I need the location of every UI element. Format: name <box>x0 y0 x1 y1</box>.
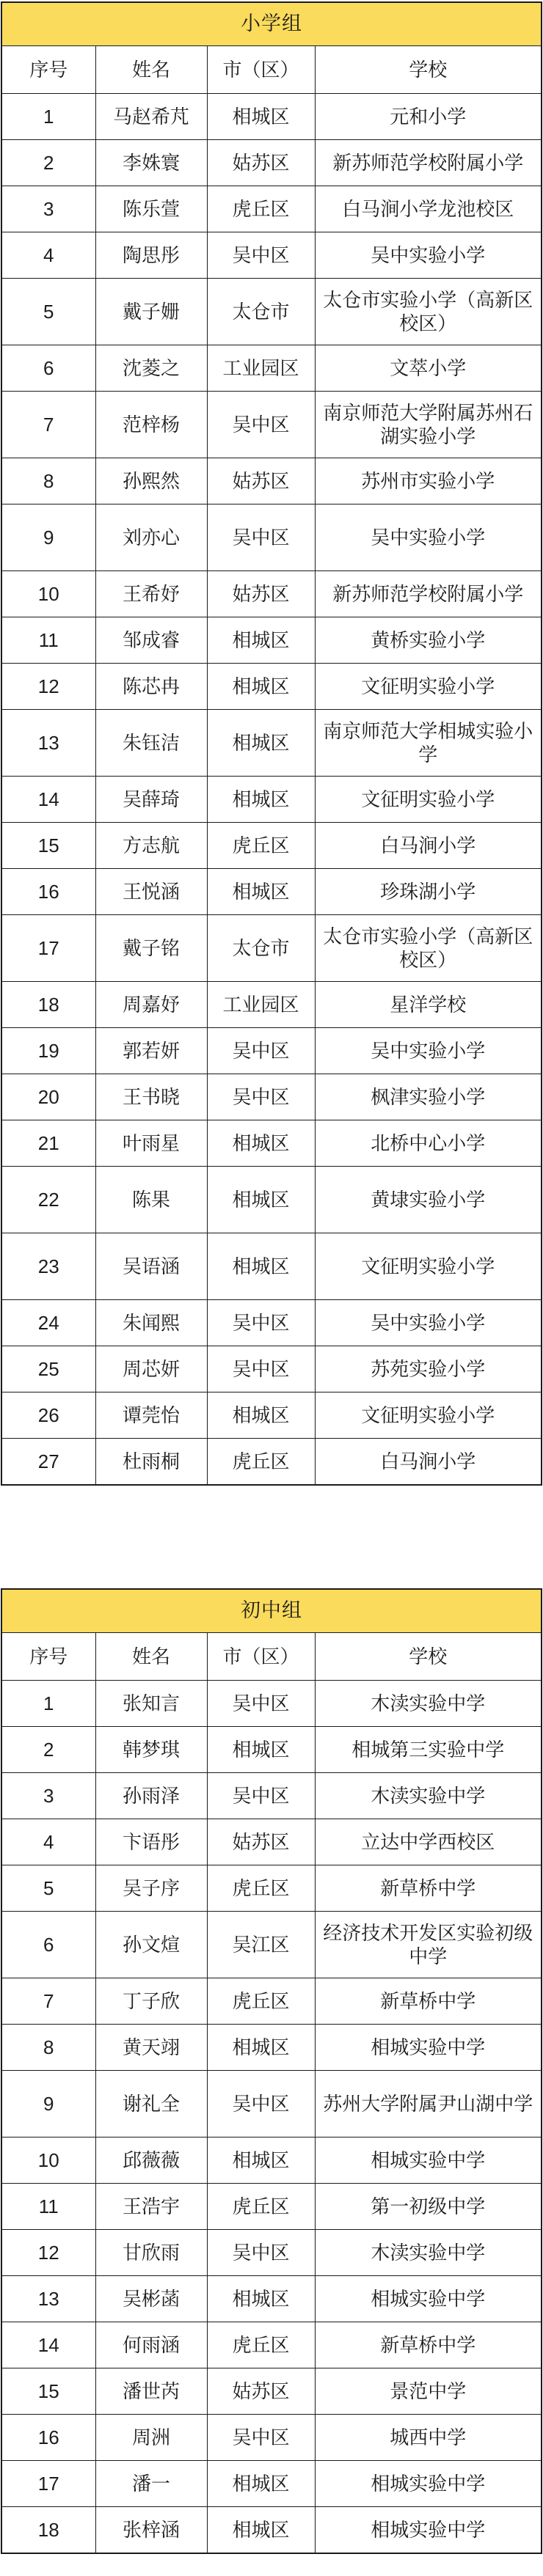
row-number-cell: 6 <box>1 345 95 392</box>
table-row <box>1 279 542 345</box>
school-cell: 苏苑实验小学 <box>315 1346 542 1392</box>
school-cell: 木渎实验中学 <box>315 1773 542 1819</box>
table-row <box>1 1819 542 1865</box>
student-name-cell: 戴子姗 <box>95 279 207 345</box>
table-row <box>1 186 542 232</box>
row-number-cell: 13 <box>1 710 95 777</box>
district-cell: 吴中区 <box>207 1773 315 1819</box>
student-name-cell: 李姝寰 <box>95 140 207 186</box>
student-name-cell: 陈乐萱 <box>95 186 207 232</box>
row-number-cell: 21 <box>1 1120 95 1167</box>
school-cell: 黄桥实验小学 <box>315 617 542 664</box>
student-name-cell: 何雨涵 <box>95 2322 207 2368</box>
student-name-cell: 王悦涵 <box>95 869 207 915</box>
school-cell: 太仓市实验小学（高新区校区） <box>315 279 542 345</box>
table-row <box>1 617 542 664</box>
row-number-cell: 18 <box>1 2507 95 2554</box>
school-cell: 吴中实验小学 <box>315 1300 542 1346</box>
table-row <box>1 2184 542 2230</box>
district-cell: 虎丘区 <box>207 1439 315 1486</box>
table-row <box>1 1978 542 2025</box>
table-row <box>1 777 542 823</box>
district-cell: 姑苏区 <box>207 1819 315 1865</box>
school-cell: 南京师范大学相城实验小学 <box>315 710 542 777</box>
row-number-cell: 5 <box>1 279 95 345</box>
student-name-cell: 潘世芮 <box>95 2368 207 2415</box>
district-cell: 虎丘区 <box>207 1865 315 1912</box>
table-row <box>1 2507 542 2554</box>
district-cell: 吴中区 <box>207 1681 315 1727</box>
table-row <box>1 392 542 458</box>
student-name-cell: 叶雨星 <box>95 1120 207 1167</box>
row-number-cell: 14 <box>1 777 95 823</box>
district-cell: 相城区 <box>207 664 315 710</box>
school-cell: 立达中学西校区 <box>315 1819 542 1865</box>
district-cell: 吴中区 <box>207 1074 315 1120</box>
student-name-cell: 黄天翊 <box>95 2025 207 2071</box>
table-row <box>1 504 542 571</box>
table-row <box>1 869 542 915</box>
student-name-cell: 戴子铭 <box>95 915 207 982</box>
student-name-cell: 邱薇薇 <box>95 2138 207 2184</box>
row-number-cell: 4 <box>1 1819 95 1865</box>
row-number-cell: 6 <box>1 1912 95 1978</box>
school-cell: 经济技术开发区实验初级中学 <box>315 1912 542 1978</box>
student-name-cell: 周嘉妤 <box>95 982 207 1028</box>
student-name-cell: 孙熙然 <box>95 458 207 504</box>
row-number-cell: 13 <box>1 2276 95 2322</box>
row-number-cell: 12 <box>1 664 95 710</box>
group-title: 初中组 <box>1 1589 542 1633</box>
district-cell: 相城区 <box>207 1233 315 1300</box>
table-row <box>1 2230 542 2276</box>
row-number-cell: 11 <box>1 2184 95 2230</box>
school-cell: 枫津实验小学 <box>315 1074 542 1120</box>
row-number-cell: 25 <box>1 1346 95 1392</box>
district-cell: 虎丘区 <box>207 823 315 869</box>
table-row <box>1 1074 542 1120</box>
student-name-cell: 范梓杨 <box>95 392 207 458</box>
table-row <box>1 1300 542 1346</box>
district-cell: 吴中区 <box>207 2415 315 2461</box>
district-cell: 工业园区 <box>207 982 315 1028</box>
school-cell: 苏州大学附属尹山湖中学 <box>315 2071 542 2138</box>
table-row <box>1 664 542 710</box>
district-cell: 吴中区 <box>207 232 315 279</box>
district-cell: 吴江区 <box>207 1912 315 1978</box>
school-cell: 文征明实验小学 <box>315 664 542 710</box>
student-name-cell: 朱闻熙 <box>95 1300 207 1346</box>
district-cell: 吴中区 <box>207 1028 315 1074</box>
table-row <box>1 1439 542 1486</box>
table-row <box>1 140 542 186</box>
student-name-cell: 陈果 <box>95 1167 207 1233</box>
school-cell: 白马涧小学龙池校区 <box>315 186 542 232</box>
school-cell: 白马涧小学 <box>315 823 542 869</box>
school-cell: 黄埭实验小学 <box>315 1167 542 1233</box>
column-header-name: 姓名 <box>95 1633 207 1681</box>
row-number-cell: 2 <box>1 140 95 186</box>
student-name-cell: 张知言 <box>95 1681 207 1727</box>
district-cell: 相城区 <box>207 2461 315 2507</box>
district-cell: 吴中区 <box>207 1300 315 1346</box>
district-cell: 姑苏区 <box>207 458 315 504</box>
student-name-cell: 陶思彤 <box>95 232 207 279</box>
table-row <box>1 915 542 982</box>
table-row <box>1 458 542 504</box>
student-name-cell: 丁子欣 <box>95 1978 207 2025</box>
student-name-cell: 谭莞怡 <box>95 1392 207 1439</box>
row-number-cell: 8 <box>1 2025 95 2071</box>
row-number-cell: 14 <box>1 2322 95 2368</box>
student-name-cell: 王书晓 <box>95 1074 207 1120</box>
student-name-cell: 刘亦心 <box>95 504 207 571</box>
column-header-school: 学校 <box>315 46 542 94</box>
student-name-cell: 朱钰洁 <box>95 710 207 777</box>
row-number-cell: 18 <box>1 982 95 1028</box>
school-cell: 城西中学 <box>315 2415 542 2461</box>
column-header-school: 学校 <box>315 1633 542 1681</box>
row-number-cell: 10 <box>1 2138 95 2184</box>
row-number-cell: 10 <box>1 571 95 617</box>
row-number-cell: 3 <box>1 186 95 232</box>
district-cell: 吴中区 <box>207 2230 315 2276</box>
group-title: 小学组 <box>1 2 542 46</box>
student-name-cell: 吴语涵 <box>95 1233 207 1300</box>
school-cell: 新苏师范学校附属小学 <box>315 571 542 617</box>
district-cell: 相城区 <box>207 2138 315 2184</box>
row-number-cell: 9 <box>1 2071 95 2138</box>
school-cell: 吴中实验小学 <box>315 504 542 571</box>
district-cell: 相城区 <box>207 2507 315 2554</box>
row-number-cell: 1 <box>1 1681 95 1727</box>
district-cell: 相城区 <box>207 1120 315 1167</box>
row-number-cell: 17 <box>1 915 95 982</box>
school-cell: 文萃小学 <box>315 345 542 392</box>
row-number-cell: 27 <box>1 1439 95 1486</box>
table-row <box>1 2025 542 2071</box>
student-name-cell: 孙文煊 <box>95 1912 207 1978</box>
district-cell: 虎丘区 <box>207 186 315 232</box>
district-cell: 相城区 <box>207 1167 315 1233</box>
row-number-cell: 2 <box>1 1727 95 1773</box>
table-row <box>1 1392 542 1439</box>
school-cell: 北桥中心小学 <box>315 1120 542 1167</box>
student-name-cell: 张梓涵 <box>95 2507 207 2554</box>
district-cell: 虎丘区 <box>207 1978 315 2025</box>
school-cell: 元和小学 <box>315 94 542 140</box>
student-name-cell: 陈芯冉 <box>95 664 207 710</box>
column-header-district: 市（区） <box>207 1633 315 1681</box>
student-name-cell: 潘一 <box>95 2461 207 2507</box>
primary-school-rows <box>1 94 542 1486</box>
school-cell: 木渎实验中学 <box>315 2230 542 2276</box>
table-row <box>1 1727 542 1773</box>
student-name-cell: 周洲 <box>95 2415 207 2461</box>
table-gap <box>0 1486 543 1588</box>
table-row <box>1 1346 542 1392</box>
student-name-cell: 吴子序 <box>95 1865 207 1912</box>
school-cell: 相城第三实验中学 <box>315 1727 542 1773</box>
table-row <box>1 2138 542 2184</box>
table-row <box>1 2071 542 2138</box>
school-cell: 文征明实验小学 <box>315 1233 542 1300</box>
school-cell: 新草桥中学 <box>315 1865 542 1912</box>
row-number-cell: 4 <box>1 232 95 279</box>
school-cell: 木渎实验中学 <box>315 1681 542 1727</box>
column-header-number: 序号 <box>1 46 95 94</box>
column-header-name: 姓名 <box>95 46 207 94</box>
table-row <box>1 1028 542 1074</box>
district-cell: 相城区 <box>207 1392 315 1439</box>
district-cell: 相城区 <box>207 869 315 915</box>
row-number-cell: 23 <box>1 1233 95 1300</box>
district-cell: 吴中区 <box>207 2071 315 2138</box>
table-row <box>1 982 542 1028</box>
table-row <box>1 1773 542 1819</box>
district-cell: 相城区 <box>207 1727 315 1773</box>
student-name-cell: 谢礼全 <box>95 2071 207 2138</box>
row-number-cell: 26 <box>1 1392 95 1439</box>
school-cell: 苏州市实验小学 <box>315 458 542 504</box>
table-row <box>1 2461 542 2507</box>
row-number-cell: 7 <box>1 1978 95 2025</box>
row-number-cell: 16 <box>1 2415 95 2461</box>
column-header-row <box>1 1633 542 1681</box>
district-cell: 虎丘区 <box>207 2184 315 2230</box>
student-name-cell: 吴薛琦 <box>95 777 207 823</box>
group-title-row <box>1 1589 542 1633</box>
student-name-cell: 马赵希芃 <box>95 94 207 140</box>
school-cell: 新草桥中学 <box>315 2322 542 2368</box>
table-row <box>1 823 542 869</box>
student-name-cell: 王希妤 <box>95 571 207 617</box>
district-cell: 相城区 <box>207 2276 315 2322</box>
table-row <box>1 345 542 392</box>
primary-school-group-table <box>1 1 542 1486</box>
school-cell: 珍珠湖小学 <box>315 869 542 915</box>
school-cell: 相城实验中学 <box>315 2461 542 2507</box>
school-cell: 吴中实验小学 <box>315 232 542 279</box>
district-cell: 相城区 <box>207 617 315 664</box>
school-cell: 文征明实验小学 <box>315 777 542 823</box>
school-cell: 白马涧小学 <box>315 1439 542 1486</box>
district-cell: 相城区 <box>207 2025 315 2071</box>
district-cell: 吴中区 <box>207 504 315 571</box>
table-row <box>1 232 542 279</box>
junior-high-group-table <box>1 1588 542 2554</box>
row-number-cell: 16 <box>1 869 95 915</box>
row-number-cell: 19 <box>1 1028 95 1074</box>
table-row <box>1 2322 542 2368</box>
district-cell: 相城区 <box>207 94 315 140</box>
table-row <box>1 94 542 140</box>
student-name-cell: 沈菱之 <box>95 345 207 392</box>
student-name-cell: 甘欣雨 <box>95 2230 207 2276</box>
student-name-cell: 孙雨泽 <box>95 1773 207 1819</box>
district-cell: 太仓市 <box>207 279 315 345</box>
column-header-row <box>1 46 542 94</box>
school-cell: 太仓市实验小学（高新区校区） <box>315 915 542 982</box>
school-cell: 吴中实验小学 <box>315 1028 542 1074</box>
row-number-cell: 20 <box>1 1074 95 1120</box>
student-name-cell: 卞语彤 <box>95 1819 207 1865</box>
school-cell: 相城实验中学 <box>315 2507 542 2554</box>
group-title-row <box>1 2 542 46</box>
district-cell: 相城区 <box>207 710 315 777</box>
school-cell: 新草桥中学 <box>315 1978 542 2025</box>
row-number-cell: 15 <box>1 823 95 869</box>
row-number-cell: 3 <box>1 1773 95 1819</box>
table-row <box>1 1865 542 1912</box>
school-cell: 相城实验中学 <box>315 2025 542 2071</box>
student-name-cell: 郭若妍 <box>95 1028 207 1074</box>
student-name-cell: 王浩宇 <box>95 2184 207 2230</box>
student-name-cell: 杜雨桐 <box>95 1439 207 1486</box>
row-number-cell: 9 <box>1 504 95 571</box>
district-cell: 吴中区 <box>207 392 315 458</box>
table-row <box>1 1233 542 1300</box>
row-number-cell: 24 <box>1 1300 95 1346</box>
district-cell: 相城区 <box>207 777 315 823</box>
student-name-cell: 韩梦琪 <box>95 1727 207 1773</box>
school-cell: 新苏师范学校附属小学 <box>315 140 542 186</box>
school-cell: 第一初级中学 <box>315 2184 542 2230</box>
table-row <box>1 2276 542 2322</box>
row-number-cell: 22 <box>1 1167 95 1233</box>
row-number-cell: 15 <box>1 2368 95 2415</box>
table-row <box>1 571 542 617</box>
school-cell: 相城实验中学 <box>315 2138 542 2184</box>
school-cell: 文征明实验小学 <box>315 1392 542 1439</box>
table-row <box>1 2415 542 2461</box>
district-cell: 太仓市 <box>207 915 315 982</box>
column-header-district: 市（区） <box>207 46 315 94</box>
school-cell: 星洋学校 <box>315 982 542 1028</box>
school-cell: 相城实验中学 <box>315 2276 542 2322</box>
row-number-cell: 8 <box>1 458 95 504</box>
table-row <box>1 1912 542 1978</box>
row-number-cell: 11 <box>1 617 95 664</box>
row-number-cell: 1 <box>1 94 95 140</box>
junior-high-rows <box>1 1681 542 2554</box>
district-cell: 工业园区 <box>207 345 315 392</box>
student-name-cell: 吴彬菡 <box>95 2276 207 2322</box>
row-number-cell: 17 <box>1 2461 95 2507</box>
table-row <box>1 1120 542 1167</box>
student-name-cell: 邹成睿 <box>95 617 207 664</box>
district-cell: 姑苏区 <box>207 571 315 617</box>
column-header-number: 序号 <box>1 1633 95 1681</box>
table-row <box>1 1167 542 1233</box>
school-cell: 南京师范大学附属苏州石湖实验小学 <box>315 392 542 458</box>
district-cell: 虎丘区 <box>207 2322 315 2368</box>
table-row <box>1 2368 542 2415</box>
student-name-cell: 方志航 <box>95 823 207 869</box>
table-row <box>1 710 542 777</box>
row-number-cell: 7 <box>1 392 95 458</box>
table-row <box>1 1681 542 1727</box>
school-cell: 景范中学 <box>315 2368 542 2415</box>
district-cell: 吴中区 <box>207 1346 315 1392</box>
district-cell: 姑苏区 <box>207 140 315 186</box>
row-number-cell: 12 <box>1 2230 95 2276</box>
district-cell: 姑苏区 <box>207 2368 315 2415</box>
student-name-cell: 周芯妍 <box>95 1346 207 1392</box>
row-number-cell: 5 <box>1 1865 95 1912</box>
